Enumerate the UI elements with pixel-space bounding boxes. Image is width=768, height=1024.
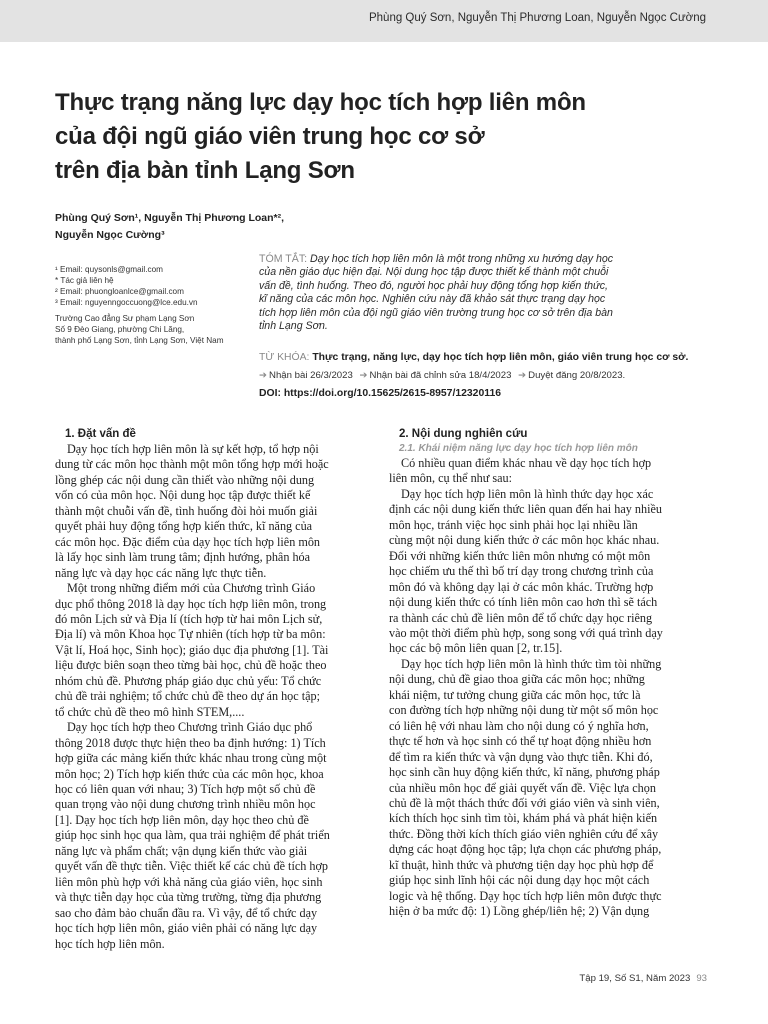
body-text-line: quyết vấn đề thực tiễn. Việc thiết kế các chủ đề tích hợp (55, 859, 329, 874)
body-text-line: các môn học. Đặc điểm của dạy học tích hợp liên môn (55, 534, 321, 549)
affiliation-line: ¹ Email: quysonls@gmail.com (55, 265, 163, 274)
body-text-line: Địa lí) và môn Khoa học Tự nhiên (tích hợp từ ba môn: (55, 627, 326, 642)
body-text-line: Dạy học tích hợp theo Chương trình Giáo dục phổ (67, 720, 313, 735)
body-text-line: thức. Đồng thời kích thích giáo viên nghiên cứu để xây (389, 826, 659, 841)
body-text-line: thông 2018 được thực hiện theo ba định hướng: 1) Tích (55, 735, 326, 750)
body-text-line: là lấy học sinh làm trung tâm; định hướng, phân hóa (55, 550, 311, 565)
date-revised: Nhận bài đã chỉnh sửa 18/4/2023 (369, 370, 512, 381)
body-text-line: thành một chuỗi vấn đề, tình huống đòi hỏi muốn giải (55, 503, 318, 518)
body-text-line: môn học, tránh việc học sinh phải học lại nhiều lần (389, 517, 638, 532)
body-text-line: tổ chức chủ đề theo mô hình STEM,.... (55, 704, 245, 719)
body-text-line: dung từ các môn học thành một môn tổng hợp mới hoặc (55, 457, 329, 472)
title-line: trên địa bàn tỉnh Lạng Sơn (55, 157, 355, 184)
body-text-line: ra thành các chủ đề liên môn để tổ chức dạy học riêng (389, 610, 653, 625)
body-text-line: dựng các hoạt động học tập; lựa chọn các phương pháp, (389, 842, 662, 857)
arrow-right-icon: ➔ (259, 370, 268, 381)
abstract-text: Dạy học tích hợp liên môn là một trong những xu hướng dạy học (307, 253, 614, 265)
body-text-line: để tìm ra kiến thức và vận dụng vào thực tiễn. Khi đó, (389, 749, 653, 764)
body-text-line: thực tế hơn và học sinh có thể tự hoạt động nhiều hơn (389, 734, 652, 749)
affiliation-line: ² Email: phuongloanlce@gmail.com (55, 287, 184, 296)
body-text-line: Vật lí, Hoá học, Sinh học); giáo dục địa phương [1]. Tài (55, 642, 329, 657)
section-heading: 1. Đặt vấn đề (65, 428, 136, 440)
body-text-line: Đối với những kiến thức liên môn nhưng có một môn (389, 548, 651, 563)
body-text-line: Dạy học tích hợp liên môn là hình thức dạy học xác (401, 486, 654, 501)
body-text-line: của nhiều môn học để giải quyết vấn đề. Việc lựa chọn (389, 780, 656, 795)
running-header (0, 0, 768, 42)
affiliation-line: thành phố Lạng Sơn, tỉnh Lạng Sơn, Việt Nam (55, 336, 224, 345)
left-column (55, 426, 357, 952)
body-text-line: có liên hệ với nhau làm cho nội dung có ý nghĩa hơn, (389, 718, 649, 733)
body-text-line: vào một thời điểm phù hợp, song song với quá trình dạy (389, 625, 663, 640)
body-text-line: học có liên quan với nhau; 3) Tích hợp một số chủ đề (55, 781, 316, 796)
date-accepted: Duyệt đăng 20/8/2023. (528, 370, 626, 381)
body-text-line: vốn có của môn học. Nội dung học tập được thiết kế (55, 488, 311, 503)
body-text-line: khái niệm, tư tưởng chung giữa các môn học, tức là (389, 687, 641, 702)
body-text-line: giúp học sinh học qua làm, qua trải nghiệm để phát triển (55, 828, 330, 843)
abstract-line: vấn đề, tình huống. Theo đó, người học phải huy động tổng hợp kiến thức, (259, 279, 608, 292)
body-text-line: nội dung kiến thức có tính liên môn cao hơn thì sẽ tách (389, 595, 658, 610)
body-text-line: môn đó và không dạy lại ở các môn khác. Trường hợp (389, 579, 654, 594)
body-text-line: giúp học sinh lĩnh hội các nội dung dạy học một cách (389, 873, 650, 888)
affiliation-line: Trường Cao đẳng Sư phạm Lạng Sơn (55, 314, 195, 323)
body-text-line: định các nội dung kiến thức liên quan đến hai hay nhiều (389, 502, 662, 517)
body-text-line: hiện ở ba mức độ: 1) Lồng ghép/liên hệ; 2) Vận dụng (389, 904, 650, 919)
author-byline (55, 210, 315, 244)
body-text-line: kích thích học sinh tìm tòi, khám phá và phát hiện kiến (389, 811, 658, 826)
abstract-line: của nền giáo dục hiện đại. Nội dung học tập được thiết kế thành một chuỗi (259, 266, 609, 279)
page-number: 93 (696, 973, 707, 984)
body-text-line: và thực tiễn dạy học của từng trường, từng địa phương (55, 890, 322, 905)
author-affiliations (55, 264, 255, 346)
body-text-line: học các bộ môn liên quan [2, tr.15]. (389, 641, 563, 656)
keywords-label: TỪ KHÓA: (259, 352, 310, 363)
article-dates (259, 370, 719, 381)
body-text-line: Một trong những điểm mới của Chương trình Giáo (67, 581, 316, 596)
body-text-line: học sinh cần huy động kiến thức, kĩ năng, phương pháp (389, 765, 660, 780)
title-line: Thực trạng năng lực dạy học tích hợp liên môn (55, 89, 586, 116)
keywords (259, 352, 719, 363)
doi-link[interactable]: DOI: https://doi.org/10.15625/2615-8957/12320116 (259, 388, 501, 399)
page-footer (579, 973, 707, 984)
body-text-line: cùng một nội dung kiến thức ở các môn học khác nhau. (389, 533, 660, 548)
body-text-line: quan trọng vào nội dung chương trình nhiều môn học (55, 797, 316, 812)
affiliation-line: * Tác giả liên hệ (55, 276, 114, 285)
body-text-line: năng lực và phẩm chất; vận dụng kiến thức vào giải (55, 843, 308, 858)
body-text-line: [1]. Dạy học tích hợp liên môn, dạy học theo chủ đề (55, 812, 309, 827)
body-text-line: môn học; 2) Tích hợp kiến thức của các môn học, khoa (55, 766, 324, 781)
affiliation-line: ³ Email: nguyenngoccuong@lce.edu.vn (55, 298, 198, 307)
body-text-line: kĩ thuật, hình thức và phương tiện dạy học phù hợp để (389, 857, 654, 872)
keywords-value: Thực trạng, năng lực, dạy học tích hợp liên môn, giáo viên trung học cơ sở. (309, 352, 689, 363)
body-text-line: học tích hợp liên môn. (55, 936, 165, 951)
body-text-line: dục phổ thông 2018 là dạy học tích hợp liên môn, trong (55, 596, 327, 611)
running-header-authors: Phùng Quý Sơn, Nguyễn Thị Phương Loan, Nguyễn Ngọc Cường (368, 12, 706, 24)
byline-line: Nguyễn Ngọc Cường³ (55, 229, 165, 241)
body-text-line: học tích hợp liên môn, giáo viên phải có năng lực dạy (55, 921, 318, 936)
body-text-line: nội dung, chủ đề giao thoa giữa các môn học; những (389, 672, 645, 687)
right-column (389, 426, 705, 920)
abstract (259, 253, 714, 333)
title-line: của đội ngũ giáo viên trung học cơ sở (55, 123, 485, 150)
byline-line: Phùng Quý Sơn¹, Nguyễn Thị Phương Loan*², (55, 212, 285, 224)
section-heading: 2. Nội dung nghiên cứu (399, 428, 528, 440)
body-text-line: đó môn Lịch sử và Địa lí (tích hợp từ hai môn Lịch sử, (55, 611, 323, 626)
body-text-line: học chiếm ưu thế thì bố trí dạy trong chương trình của (389, 564, 654, 579)
subsection-heading: 2.1. Khái niệm năng lực dạy học tích hợp liên môn (399, 443, 638, 454)
abstract-line (259, 253, 714, 266)
body-text-line: sao cho đảm bảo chuẩn đầu ra. Vì vậy, để tổ chức dạy (55, 905, 318, 920)
body-text-line: năng lực và dạy học các năng lực thực tiễn. (55, 565, 267, 580)
body-text-line: nhóm chủ đề. Phương pháp giáo dục chủ yếu: Tổ chức (55, 673, 322, 688)
abstract-line: tỉnh Lạng Sơn. (259, 320, 328, 333)
body-text-line: Dạy học tích hợp liên môn là sự kết hợp, tổ hợp nội (67, 442, 319, 456)
issue-info: Tập 19, Số S1, Năm 2023 (579, 973, 691, 984)
body-text-line: con đường tích hợp những nội dung từ một số môn học (389, 703, 659, 718)
body-text-line: liên môn, cụ thể như sau: (389, 471, 513, 486)
body-text-line: chủ đề là một thách thức đối với giáo viên và sinh viên, (389, 795, 660, 810)
affiliation-line: Số 9 Đèo Giang, phường Chi Lăng, (55, 325, 185, 334)
body-text-line: liệu được biên soạn theo từng bài học, chủ đề hoặc theo (55, 658, 327, 673)
arrow-right-icon: ➔ (359, 370, 368, 381)
body-text-line: Dạy học tích hợp liên môn là hình thức tìm tòi những (401, 656, 662, 671)
body-text-line: logic và hệ thống. Dạy học tích hợp liên môn được thực (389, 888, 662, 903)
body-text-line: Có nhiều quan điểm khác nhau về dạy học tích hợp (401, 456, 652, 470)
body-text-line: lồng ghép các nội dung cần thiết vào những nội dung (55, 472, 315, 487)
body-text-line: quyết phải huy động tổng hợp kiến thức, kĩ năng của (55, 519, 313, 534)
body-text-line: hợp giữa các mảng kiến thức khác nhau trong cùng một (55, 751, 327, 766)
abstract-label: TÓM TẮT: (259, 253, 308, 265)
date-received: Nhận bài 26/3/2023 (269, 370, 353, 381)
body-text-line: liên môn phù hợp với khả năng của giáo viên, học sinh (55, 874, 323, 889)
abstract-line: kĩ năng của các môn học. Nghiên cứu này đã khảo sát thực trạng dạy học (259, 293, 606, 306)
body-text-line: chủ đề trải nghiệm; tổ chức chủ đề theo dự án học tập; (55, 689, 321, 704)
arrow-right-icon: ➔ (518, 370, 527, 381)
article-title (55, 86, 695, 188)
abstract-line: tích hợp liên môn của đội ngũ giáo viên trường trung học cơ sở trên địa bàn (259, 306, 613, 319)
